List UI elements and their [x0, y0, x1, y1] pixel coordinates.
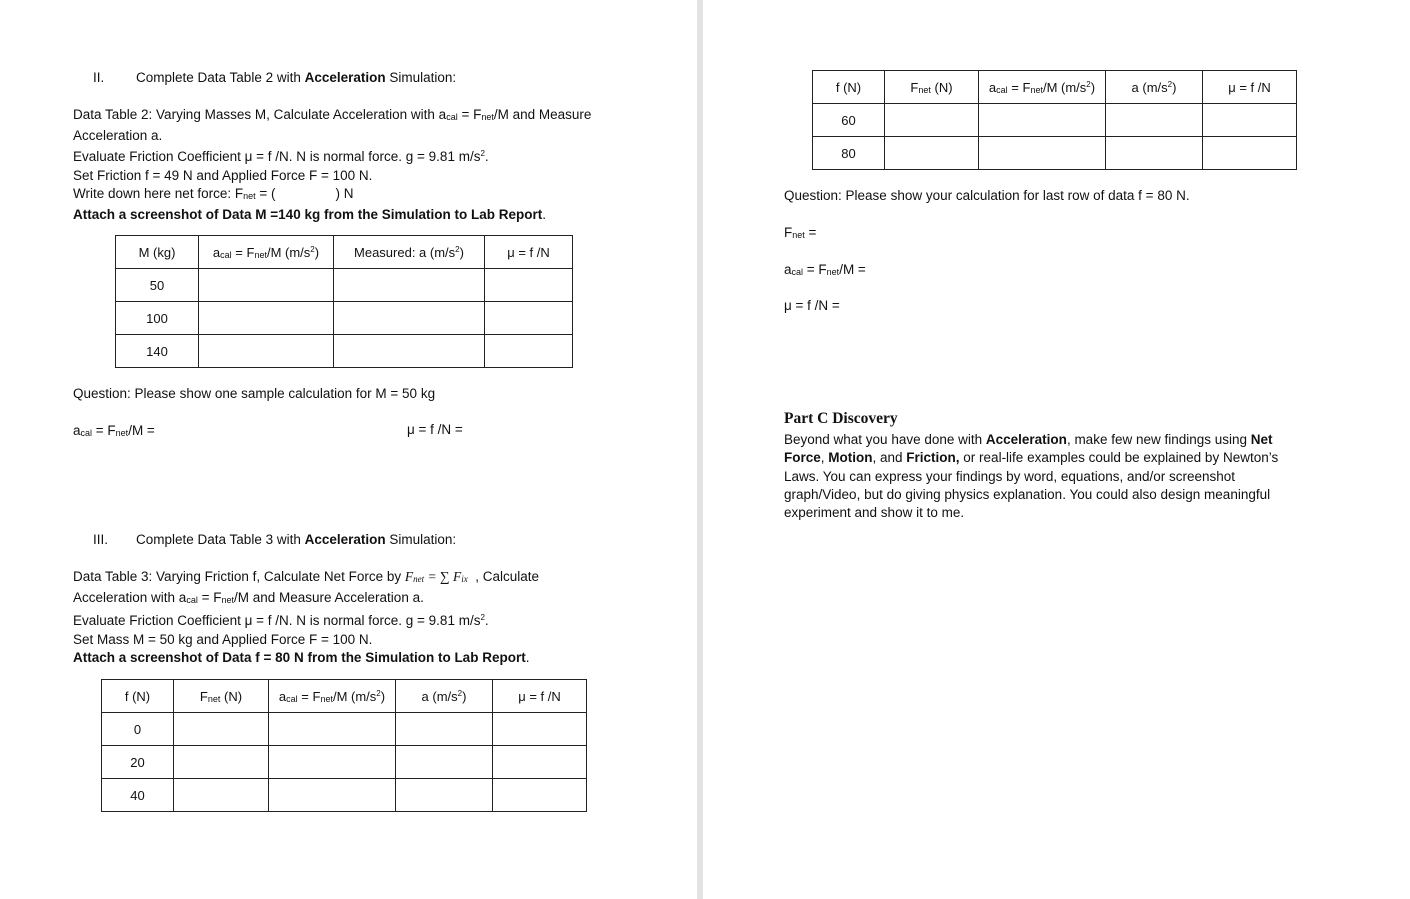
- table-cell: 100: [116, 302, 199, 335]
- data-table-3-continued: [812, 70, 1297, 170]
- table-header-cell: Measured: a $(m/s^2)$: [334, 236, 485, 269]
- table-cell[interactable]: [885, 137, 979, 170]
- table-cell[interactable]: [334, 302, 485, 335]
- table-cell[interactable]: [1106, 104, 1203, 137]
- table-cell[interactable]: [174, 779, 269, 812]
- table-row: [102, 779, 587, 812]
- table-cell[interactable]: [493, 746, 587, 779]
- table-header-cell: μ = f /N: [493, 680, 587, 713]
- table2-question: Question: Please show one sample calculation for M = 50 kg: [73, 386, 436, 401]
- table-cell[interactable]: [269, 746, 396, 779]
- section-3-heading: Complete Data Table 3 with Acceleration Simulation:: [136, 532, 457, 547]
- table-cell[interactable]: [199, 269, 334, 302]
- table-header-row: [102, 680, 587, 713]
- data-table-3: [101, 679, 587, 812]
- data-table-2: [115, 235, 573, 368]
- table-header-cell: μ = f /N: [1203, 71, 1297, 104]
- table3-calc-acceleration: acal = Fnet/M =: [784, 262, 866, 277]
- table-row: [116, 269, 573, 302]
- table-row: [116, 302, 573, 335]
- table-cell[interactable]: [334, 335, 485, 368]
- table-cell: 0: [102, 713, 174, 746]
- table2-calc-mu: μ = f /N =: [407, 422, 463, 437]
- section-3-number: III.: [93, 532, 109, 547]
- table-header-cell: a $(m/s^2)$: [396, 680, 493, 713]
- table-cell[interactable]: [1106, 137, 1203, 170]
- table-cell[interactable]: [885, 104, 979, 137]
- table-cell[interactable]: [396, 779, 493, 812]
- table-row: [813, 137, 1297, 170]
- table-header-cell: μ = f /N: [485, 236, 573, 269]
- table-cell[interactable]: [485, 335, 573, 368]
- table-cell[interactable]: [199, 335, 334, 368]
- table-cell: 20: [102, 746, 174, 779]
- table-row: [116, 335, 573, 368]
- section-2-number: II.: [93, 70, 105, 85]
- table-header-cell: f (N): [813, 71, 885, 104]
- table-cell[interactable]: [174, 713, 269, 746]
- table-cell: 40: [102, 779, 174, 812]
- table-cell[interactable]: [174, 746, 269, 779]
- table-cell[interactable]: [485, 302, 573, 335]
- table-cell: 50: [116, 269, 199, 302]
- table2-calc-acceleration: acal = Fnet/M =: [73, 423, 155, 438]
- table-cell[interactable]: [1203, 137, 1297, 170]
- table-header-cell: Fnet (N): [174, 680, 269, 713]
- table-header-cell: M (kg): [116, 236, 199, 269]
- table-row: [813, 104, 1297, 137]
- section-2-heading: Complete Data Table 2 with Acceleration Simulation:: [136, 70, 457, 85]
- document-page-right: [703, 0, 1410, 899]
- part-c-title: Part C Discovery: [784, 410, 898, 427]
- table-cell[interactable]: [485, 269, 573, 302]
- table-cell[interactable]: [979, 104, 1106, 137]
- table-header-cell: Fnet (N): [885, 71, 979, 104]
- document-page-left: [0, 0, 697, 899]
- table3-calc-mu: μ = f /N =: [784, 298, 840, 313]
- table-cell[interactable]: [493, 713, 587, 746]
- table3-question: Question: Please show your calculation for last row of data f = 80 N.: [784, 188, 1190, 203]
- table-cell[interactable]: [493, 779, 587, 812]
- table-header-row: [813, 71, 1297, 104]
- table-cell[interactable]: [1203, 104, 1297, 137]
- table-cell[interactable]: [269, 713, 396, 746]
- table-cell[interactable]: [396, 746, 493, 779]
- table-cell[interactable]: [979, 137, 1106, 170]
- table-header-cell: acal = Fnet/M $(m/s^2)$: [199, 236, 334, 269]
- table-cell: 140: [116, 335, 199, 368]
- table-cell[interactable]: [269, 779, 396, 812]
- table3-calc-fnet: Fnet =: [784, 225, 817, 240]
- table2-description: Data Table 2: Varying Masses M, Calculate Acceleration with acal = Fnet/M and Measure Acceleration a. Evaluate Friction Coefficient μ = f /N. N is normal force. g = 9.81 $m/s^2$. Set Friction f = 49 N and Applied Force F = 100 N. Write down here net force: Fnet = ( ) N Attach a screenshot of Data M =140 kg from the Simulation to Lab Report.: [73, 107, 592, 222]
- table3-description: Data Table 3: Varying Friction f, Calculate Net Force by Fnet = ∑ Fix , Calculate Acceleration with acal = Fnet/M and Measure Acceleration a. Evaluate Friction Coefficient μ = f /N. N is normal force. g = 9.81 $m/s^2$. Set Mass M = 50 kg and Applied Force F = 100 N. Attach a screenshot of Data f = 80 N from the Simulation to Lab Report.: [73, 569, 540, 665]
- part-c-paragraph: Beyond what you have done with Acceleration, make few new findings using Net Force, Motion, and Friction, or real-life examples could be explained by Newton’s Laws. You can express your findings by word, equations, and/or screenshot graph/Video, but do giving physics explanation. You could also design meaningful experiment and show it to me.: [784, 432, 1279, 521]
- table-header-cell: acal = Fnet/M $(m/s^2)$: [979, 71, 1106, 104]
- table-header-cell: acal = Fnet/M $(m/s^2)$: [269, 680, 396, 713]
- table-header-cell: f (N): [102, 680, 174, 713]
- table-header-cell: a $(m/s^2)$: [1106, 71, 1203, 104]
- table-row: [102, 713, 587, 746]
- table-header-row: [116, 236, 573, 269]
- table-cell: 60: [813, 104, 885, 137]
- table-cell: 80: [813, 137, 885, 170]
- table-cell[interactable]: [334, 269, 485, 302]
- table-row: [102, 746, 587, 779]
- table-cell[interactable]: [396, 713, 493, 746]
- table-cell[interactable]: [199, 302, 334, 335]
